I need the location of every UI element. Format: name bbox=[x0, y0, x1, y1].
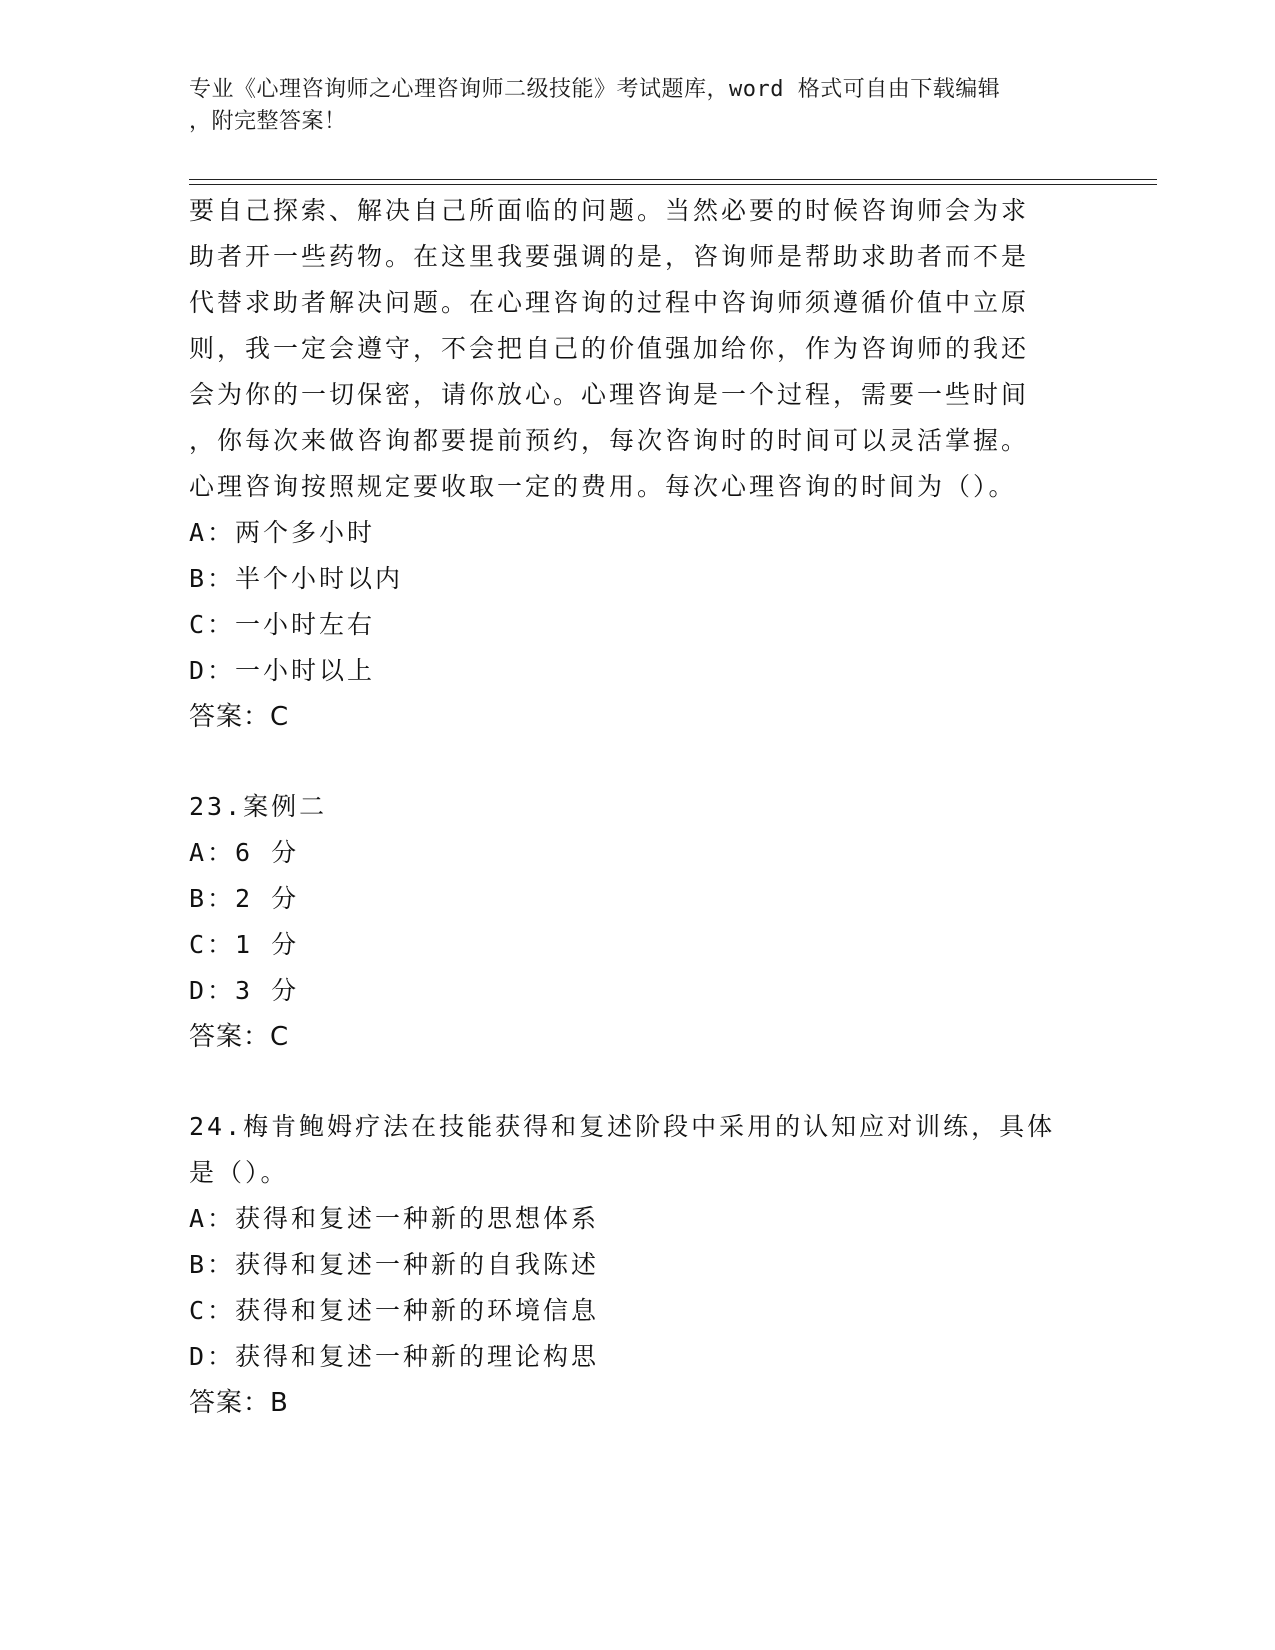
answer-line: 答案：C bbox=[189, 1022, 290, 1052]
option-c: C：一小时左右 bbox=[189, 610, 376, 639]
option-a: A：两个多小时 bbox=[189, 518, 376, 547]
option-d: D：3 分 bbox=[189, 976, 300, 1005]
header-rule-bottom bbox=[189, 184, 1157, 185]
stem-line: 24.梅肯鲍姆疗法在技能获得和复述阶段中采用的认知应对训练，具体 bbox=[189, 1112, 1056, 1141]
option-d: D：一小时以上 bbox=[189, 656, 376, 685]
question-22 bbox=[189, 188, 1089, 740]
option-c: C：1 分 bbox=[189, 930, 300, 959]
option-b: B：2 分 bbox=[189, 884, 300, 913]
option-a: A：获得和复述一种新的思想体系 bbox=[189, 1204, 600, 1233]
stem-line: 助者开一些药物。在这里我要强调的是，咨询师是帮助求助者而不是 bbox=[189, 242, 1030, 271]
question-stem bbox=[189, 188, 1089, 510]
spacer bbox=[189, 740, 1089, 784]
option-b: B：半个小时以内 bbox=[189, 564, 404, 593]
option-a: A：6 分 bbox=[189, 838, 300, 867]
document-body bbox=[189, 188, 1089, 1426]
option-b: B：获得和复述一种新的自我陈述 bbox=[189, 1250, 600, 1279]
answer-line: 答案：B bbox=[189, 1388, 289, 1418]
question-stem bbox=[189, 784, 1089, 830]
stem-line: 会为你的一切保密，请你放心。心理咨询是一个过程，需要一些时间 bbox=[189, 380, 1030, 409]
stem-line: 23.案例二 bbox=[189, 792, 328, 821]
answer-line: 答案：C bbox=[189, 702, 290, 732]
question-23 bbox=[189, 784, 1089, 1060]
stem-line: 是（）。 bbox=[189, 1158, 289, 1187]
option-d: D：获得和复述一种新的理论构思 bbox=[189, 1342, 600, 1371]
stem-line: 心理咨询按照规定要收取一定的费用。每次心理咨询的时间为（）。 bbox=[189, 472, 1017, 501]
header-rule-top bbox=[189, 179, 1157, 180]
question-stem bbox=[189, 1104, 1089, 1196]
stem-line: 要自己探索、解决自己所面临的问题。当然必要的时候咨询师会为求 bbox=[189, 196, 1030, 225]
stem-line: 则，我一定会遵守，不会把自己的价值强加给你，作为咨询师的我还 bbox=[189, 334, 1030, 363]
header-line-2: ，附完整答案！ bbox=[189, 109, 347, 134]
spacer bbox=[189, 1060, 1089, 1104]
stem-line: 代替求助者解决问题。在心理咨询的过程中咨询师须遵循价值中立原 bbox=[189, 288, 1030, 317]
question-24 bbox=[189, 1104, 1089, 1426]
header-line-1: 专业《心理咨询师之心理咨询师二级技能》考试题库，word 格式可自由下载编辑 bbox=[189, 77, 1001, 102]
option-c: C：获得和复述一种新的环境信息 bbox=[189, 1296, 600, 1325]
document-header bbox=[189, 74, 1069, 138]
stem-line: ，你每次来做咨询都要提前预约，每次咨询时的时间可以灵活掌握。 bbox=[189, 426, 1030, 455]
